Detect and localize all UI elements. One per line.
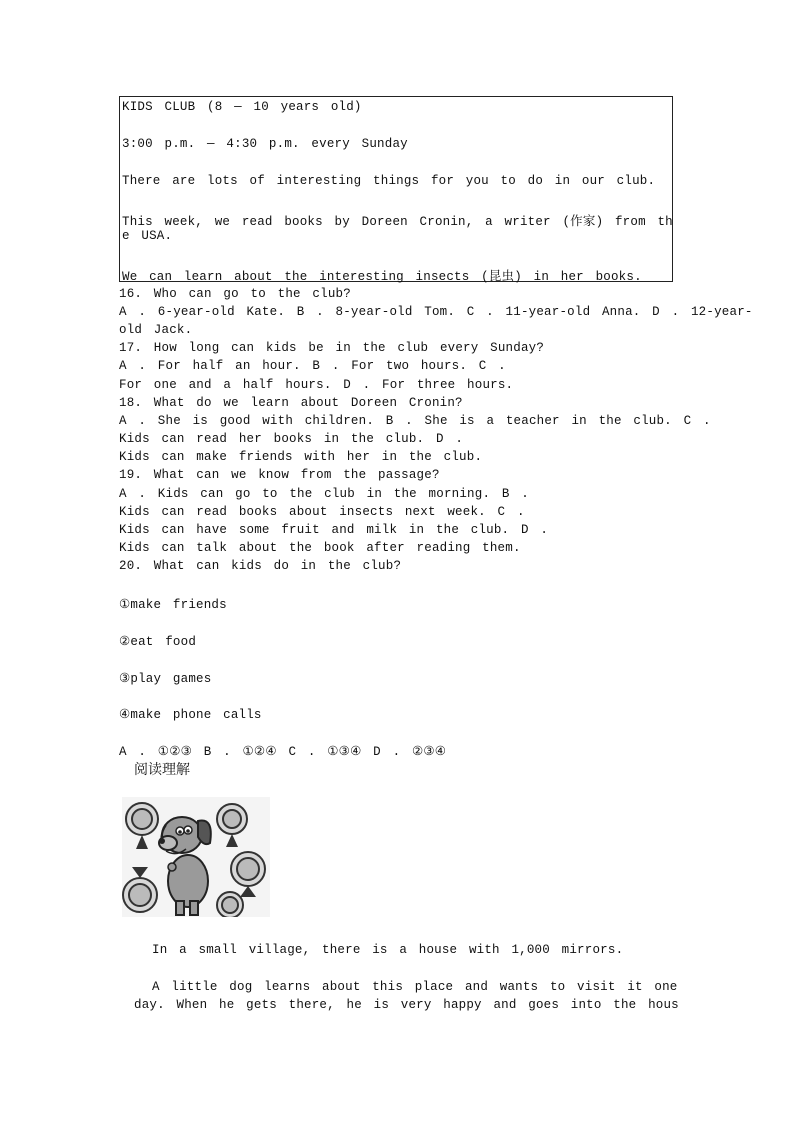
question-19: 19. What can we know from the passage? (119, 468, 440, 482)
kids-club-notice-box (119, 96, 673, 282)
question-18-options: A . She is good with children. B . She is a teacher in the club. C . (119, 414, 711, 428)
club-books-line-a: This week, we read books by Doreen Cronin, a writer (作家) from th (122, 215, 673, 229)
passage-paragraph-2-line-2: day. When he gets there, he is very happy and goes into the hous (134, 998, 679, 1012)
club-title: KIDS CLUB (8 — 10 years old) (122, 100, 362, 114)
question-20: 20. What can kids do in the club? (119, 559, 402, 573)
question-16: 16. Who can go to the club? (119, 287, 351, 301)
question-17: 17. How long can kids be in the club every Sunday? (119, 341, 545, 355)
question-19-options: A . Kids can go to the club in the morning. B . (119, 487, 529, 501)
question-18-options-cont: Kids can read her books in the club. D . (119, 432, 464, 446)
question-17-options: A . For half an hour. B . For two hours. C . (119, 359, 506, 373)
question-19-options-cont2: Kids can have some fruit and milk in the club. D . (119, 523, 549, 537)
question-18-options-cont2: Kids can make friends with her in the club. (119, 450, 483, 464)
club-intro: There are lots of interesting things for you to do in our club. (122, 174, 656, 188)
question-19-options-cont3: Kids can talk about the book after reading them. (119, 541, 521, 555)
passage-paragraph-1: In a small village, there is a house with 1,000 mirrors. (152, 943, 624, 957)
dog-mirrors-illustration (122, 797, 270, 917)
option-make-friends: ①make friends (119, 598, 227, 612)
question-18: 18. What do we learn about Doreen Cronin? (119, 396, 463, 410)
option-make-phone-calls: ④make phone calls (119, 708, 262, 722)
question-16-options-cont: old Jack. (119, 323, 193, 337)
option-play-games: ③play games (119, 672, 212, 686)
club-books-line-b: e USA. (122, 229, 173, 243)
question-20-answers: A . ①②③ B . ①②④ C . ①③④ D . ②③④ (119, 745, 447, 759)
question-16-options: A . 6-year-old Kate. B . 8-year-old Tom. C . 11-year-old Anna. D . 12-year- (119, 305, 753, 319)
section-title: 阅读理解 (134, 762, 190, 778)
club-insects: We can learn about the interesting insects (昆虫) in her books. (122, 270, 642, 284)
question-17-options-cont: For one and a half hours. D . For three hours. (119, 378, 514, 392)
option-eat-food: ②eat food (119, 635, 197, 649)
club-time: 3:00 p.m. — 4:30 p.m. every Sunday (122, 137, 408, 151)
question-19-options-cont: Kids can read books about insects next week. C . (119, 505, 525, 519)
passage-paragraph-2-line-1: A little dog learns about this place and wants to visit it one (152, 980, 678, 994)
